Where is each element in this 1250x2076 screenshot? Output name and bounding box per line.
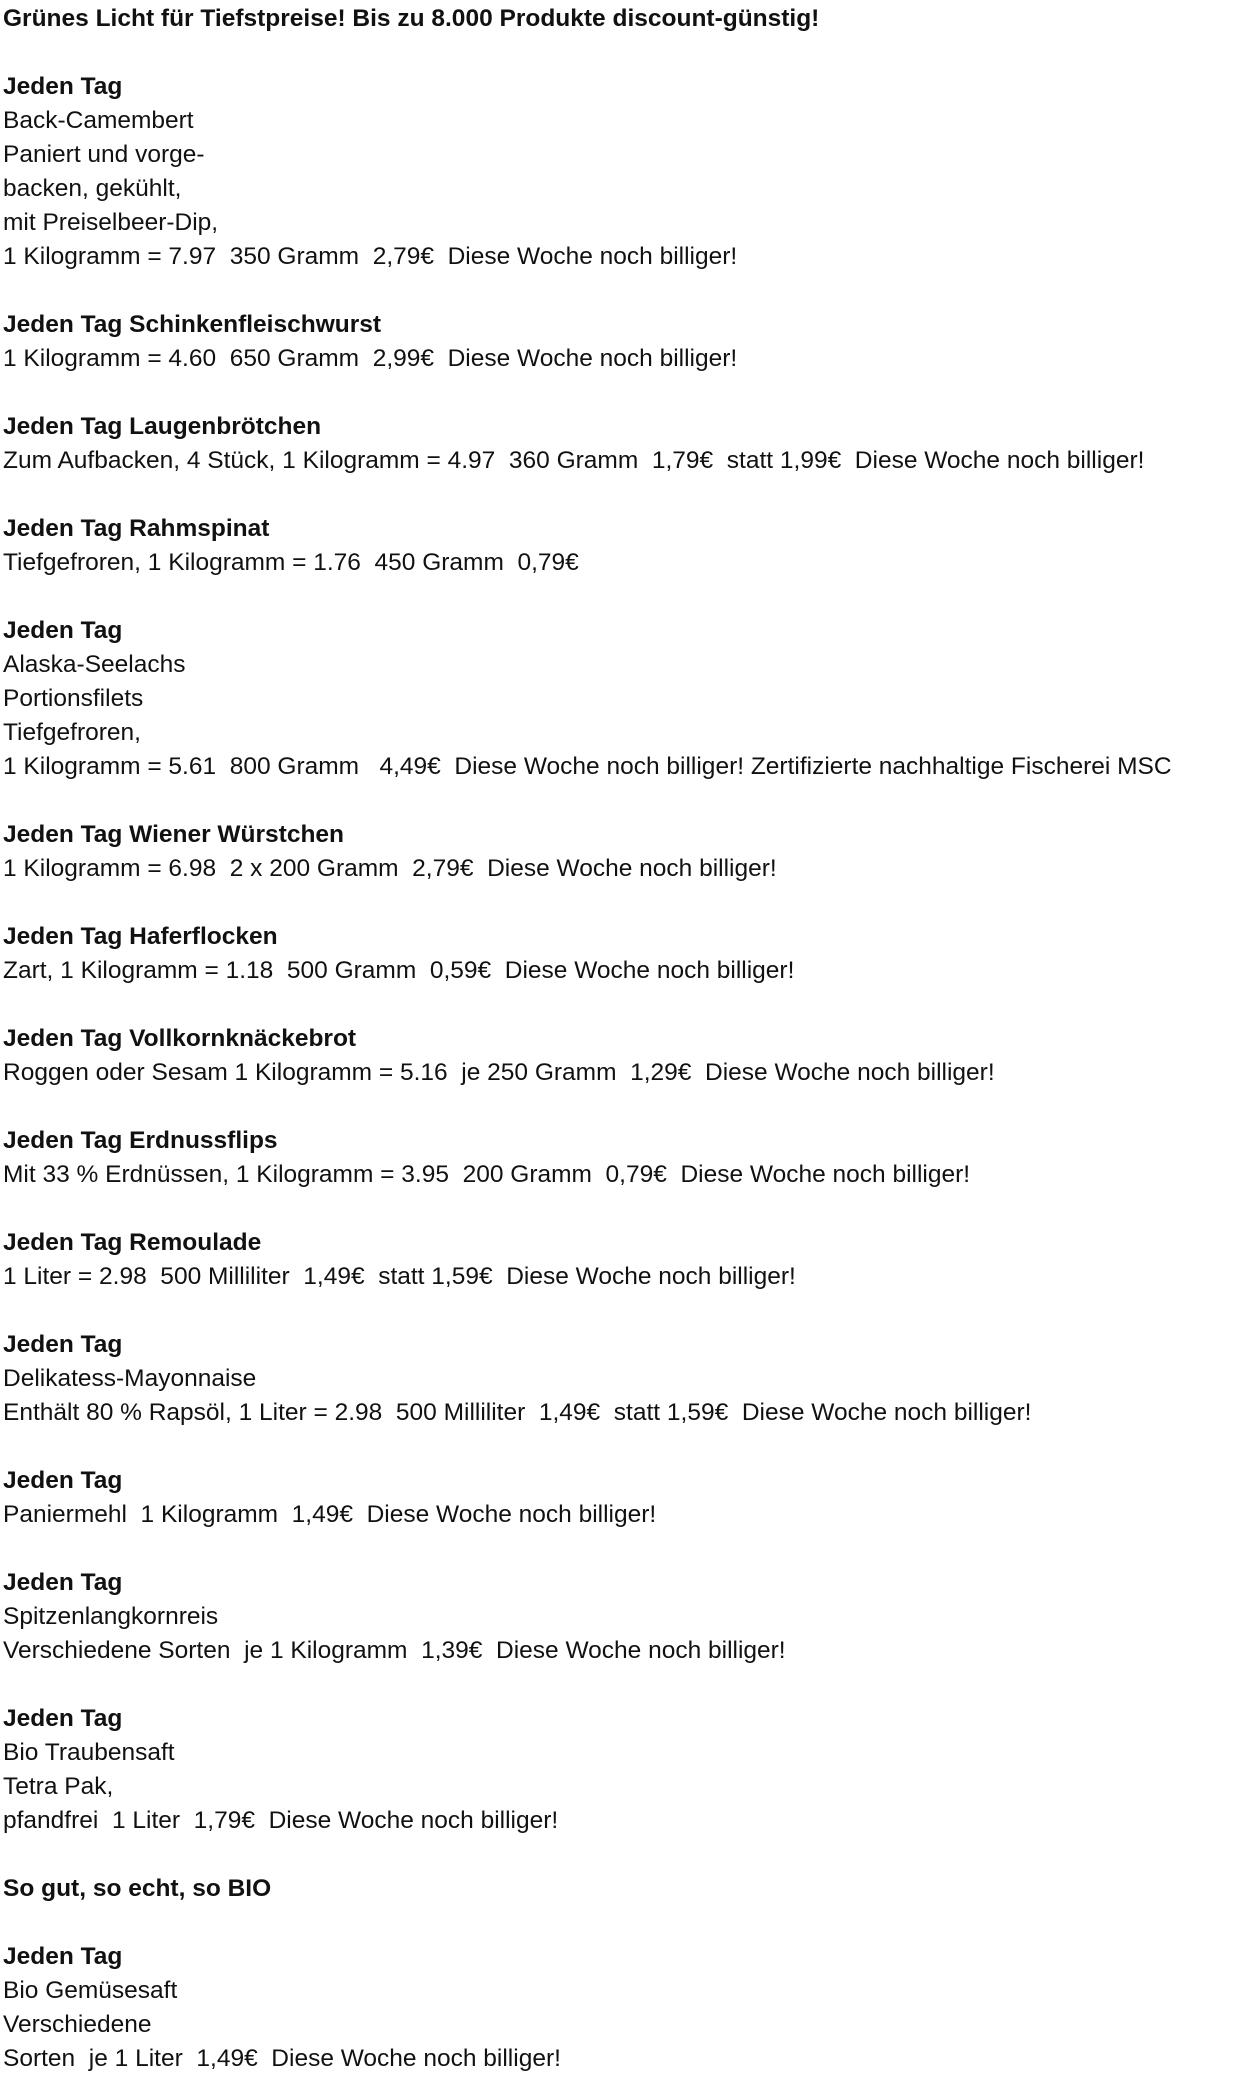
section-title-bio: So gut, so echt, so BIO bbox=[3, 1875, 272, 1902]
product-block bbox=[3, 1124, 1250, 1192]
product-detail: Delikatess-Mayonnaise bbox=[3, 1365, 257, 1392]
product-block bbox=[3, 1566, 1250, 1668]
product-title: Jeden Tag bbox=[3, 73, 123, 100]
product-block bbox=[3, 818, 1250, 886]
product-title: Jeden Tag Remoulade bbox=[3, 1229, 262, 1256]
product-detail: Bio Gemüsesaft bbox=[3, 1977, 178, 2004]
product-detail: Tiefgefroren, 1 Kilogramm = 1.76 450 Gramm 0,79€ bbox=[3, 549, 579, 576]
product-title: Jeden Tag Schinkenfleischwurst bbox=[3, 311, 382, 338]
bio-product-list bbox=[3, 1940, 1250, 2076]
product-detail: Portionsfilets bbox=[3, 685, 144, 712]
product-title: Jeden Tag Wiener Würstchen bbox=[3, 821, 345, 848]
product-detail: Sorten je 1 Liter 1,49€ Diese Woche noch billiger! bbox=[3, 2045, 561, 2072]
product-detail: Bio Traubensaft bbox=[3, 1739, 175, 1766]
product-title: Jeden Tag Haferflocken bbox=[3, 923, 278, 950]
product-detail: 1 Kilogramm = 4.60 650 Gramm 2,99€ Diese Woche noch billiger! bbox=[3, 345, 738, 372]
product-title: Jeden Tag bbox=[3, 1943, 123, 1970]
product-block bbox=[3, 1022, 1250, 1090]
product-title: Jeden Tag Laugenbrötchen bbox=[3, 413, 322, 440]
product-detail: Verschiedene Sorten je 1 Kilogramm 1,39€ Diese Woche noch billiger! bbox=[3, 1637, 786, 1664]
product-block bbox=[3, 1464, 1250, 1532]
product-detail: mit Preiselbeer-Dip, bbox=[3, 209, 219, 236]
product-list bbox=[3, 70, 1250, 1838]
product-detail: Paniermehl 1 Kilogramm 1,49€ Diese Woche noch billiger! bbox=[3, 1501, 657, 1528]
product-block bbox=[3, 1328, 1250, 1430]
product-block bbox=[3, 1702, 1250, 1838]
product-block bbox=[3, 1940, 1250, 2076]
product-title: Jeden Tag Erdnussflips bbox=[3, 1127, 278, 1154]
product-detail: Tetra Pak, bbox=[3, 1773, 114, 1800]
product-title: Jeden Tag bbox=[3, 1569, 123, 1596]
product-detail: pfandfrei 1 Liter 1,79€ Diese Woche noch billiger! bbox=[3, 1807, 559, 1834]
product-title: Jeden Tag bbox=[3, 1331, 123, 1358]
product-title: Jeden Tag bbox=[3, 617, 123, 644]
product-title: Jeden Tag bbox=[3, 1467, 123, 1494]
product-block bbox=[3, 614, 1250, 784]
product-title: Jeden Tag Rahmspinat bbox=[3, 515, 270, 542]
product-block bbox=[3, 1226, 1250, 1294]
product-detail: 1 Kilogramm = 5.61 800 Gramm 4,49€ Diese Woche noch billiger! Zertifizierte nachhaltige Fischerei MSC bbox=[3, 753, 1172, 780]
product-detail: Roggen oder Sesam 1 Kilogramm = 5.16 je 250 Gramm 1,29€ Diese Woche noch billiger! bbox=[3, 1059, 995, 1086]
product-detail: Spitzenlangkornreis bbox=[3, 1603, 219, 1630]
product-block bbox=[3, 410, 1250, 478]
product-detail: Back-Camembert bbox=[3, 107, 194, 134]
headline: Grünes Licht für Tiefstpreise! Bis zu 8.000 Produkte discount-günstig! bbox=[3, 5, 820, 32]
product-detail: 1 Liter = 2.98 500 Milliliter 1,49€ statt 1,59€ Diese Woche noch billiger! bbox=[3, 1263, 796, 1290]
product-block bbox=[3, 70, 1250, 274]
product-detail: Paniert und vorge- bbox=[3, 141, 205, 168]
product-detail: Tiefgefroren, bbox=[3, 719, 141, 746]
product-detail: Mit 33 % Erdnüssen, 1 Kilogramm = 3.95 200 Gramm 0,79€ Diese Woche noch billiger! bbox=[3, 1161, 971, 1188]
product-block bbox=[3, 920, 1250, 988]
product-detail: Verschiedene bbox=[3, 2011, 152, 2038]
product-block bbox=[3, 308, 1250, 376]
product-block bbox=[3, 512, 1250, 580]
product-detail: Zum Aufbacken, 4 Stück, 1 Kilogramm = 4.97 360 Gramm 1,79€ statt 1,99€ Diese Woche noch billiger! bbox=[3, 447, 1145, 474]
product-title: Jeden Tag bbox=[3, 1705, 123, 1732]
product-title: Jeden Tag Vollkornknäckebrot bbox=[3, 1025, 357, 1052]
product-detail: Alaska-Seelachs bbox=[3, 651, 186, 678]
product-detail: backen, gekühlt, bbox=[3, 175, 182, 202]
product-detail: Zart, 1 Kilogramm = 1.18 500 Gramm 0,59€ Diese Woche noch billiger! bbox=[3, 957, 795, 984]
product-detail: 1 Kilogramm = 6.98 2 x 200 Gramm 2,79€ Diese Woche noch billiger! bbox=[3, 855, 777, 882]
product-detail: 1 Kilogramm = 7.97 350 Gramm 2,79€ Diese Woche noch billiger! bbox=[3, 243, 738, 270]
product-detail: Enthält 80 % Rapsöl, 1 Liter = 2.98 500 Milliliter 1,49€ statt 1,59€ Diese Woche noch billiger! bbox=[3, 1399, 1032, 1426]
